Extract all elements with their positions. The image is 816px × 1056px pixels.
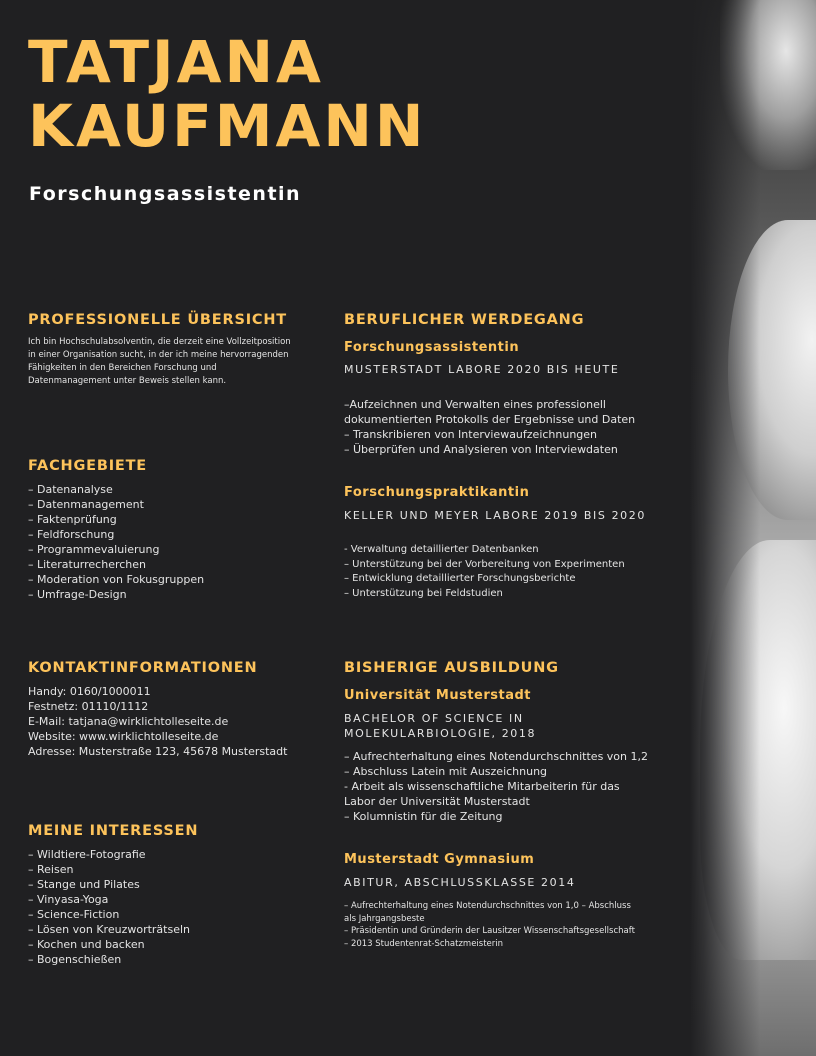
interest-item: – Stange und Pilates xyxy=(28,878,140,891)
overview-line: Datenmanagement unter Beweis stellen kann. xyxy=(28,376,227,386)
job1-details xyxy=(344,397,684,457)
interests-title: MEINE INTERESSEN xyxy=(28,823,199,839)
school1-line: - Arbeit als wissenschaftliche Mitarbeiterin für das xyxy=(344,780,620,793)
job-role: Forschungsassistentin xyxy=(29,183,302,205)
skill-item: – Moderation von Fokusgruppen xyxy=(28,573,205,586)
skill-item: – Datenmanagement xyxy=(28,498,144,511)
education-title: BISHERIGE AUSBILDUNG xyxy=(344,660,559,676)
overview-line: in einer Organisation sucht, in der ich meine hervorragenden xyxy=(28,350,289,360)
job1-title: Forschungsassistentin xyxy=(344,340,520,355)
contact-email: E-Mail: tatjana@wirklichtolleseite.de xyxy=(28,715,229,728)
candidate-name xyxy=(28,30,426,158)
overview-line: Ich bin Hochschulabsolventin, die derzeit eine Vollzeitposition xyxy=(28,337,291,347)
job2-title: Forschungspraktikantin xyxy=(344,485,530,500)
school2-details xyxy=(344,900,684,950)
portrait-shadow xyxy=(690,0,760,1056)
interest-item: – Wildtiere-Fotografie xyxy=(28,848,146,861)
school1-details xyxy=(344,749,684,824)
job2-org: KELLER UND MEYER LABORE 2019 BIS 2020 xyxy=(344,509,646,522)
contact-list xyxy=(28,684,328,759)
skill-item: – Datenanalyse xyxy=(28,483,113,496)
interest-item: – Kochen und backen xyxy=(28,938,145,951)
overview-text xyxy=(28,336,328,388)
interest-item: – Lösen von Kreuzworträtseln xyxy=(28,923,191,936)
contact-landline: Festnetz: 01110/1112 xyxy=(28,700,149,713)
job1-line: – Überprüfen und Analysieren von Interviewdaten xyxy=(344,443,618,456)
contact-website: Website: www.wirklichtolleseite.de xyxy=(28,730,219,743)
school1-line: – Abschluss Latein mit Auszeichnung xyxy=(344,765,548,778)
skills-title: FACHGEBIETE xyxy=(28,458,147,474)
job2-line: – Unterstützung bei der Vorbereitung von Experimenten xyxy=(344,558,625,570)
skill-item: – Programmevaluierung xyxy=(28,543,160,556)
skill-item: – Faktenprüfung xyxy=(28,513,117,526)
interest-item: – Reisen xyxy=(28,863,74,876)
skill-item: – Feldforschung xyxy=(28,528,115,541)
job2-line: – Unterstützung bei Feldstudien xyxy=(344,587,503,599)
portrait-photo xyxy=(690,0,816,1056)
skill-item: – Literaturrecherchen xyxy=(28,558,147,571)
skills-section xyxy=(28,458,328,602)
school2-line: als Jahrgangsbeste xyxy=(344,913,425,924)
job2-line: - Verwaltung detaillierter Datenbanken xyxy=(344,544,539,555)
interests-list xyxy=(28,847,328,967)
job1-line: – Transkribieren von Interviewaufzeichnungen xyxy=(344,428,598,441)
school2-line: – Präsidentin und Gründerin der Lausitzer Wissenschaftsgesellschaft xyxy=(344,926,635,936)
overview-line: Fähigkeiten in den Bereichen Forschung und xyxy=(28,363,217,373)
contact-title: KONTAKTINFORMATIONEN xyxy=(28,660,258,676)
job1-org: MUSTERSTADT LABORE 2020 BIS HEUTE xyxy=(344,363,620,376)
career-title: BERUFLICHER WERDEGANG xyxy=(344,312,585,328)
school2-title: Musterstadt Gymnasium xyxy=(344,852,535,867)
school1-degree xyxy=(344,711,684,741)
interest-item: – Vinyasa-Yoga xyxy=(28,893,109,906)
skill-item: – Umfrage-Design xyxy=(28,588,127,601)
interests-section xyxy=(28,823,328,967)
interest-item: – Science-Fiction xyxy=(28,908,120,921)
name-line-1: TATJANA xyxy=(28,28,324,96)
job1-line: dokumentierten Protokolls der Ergebnisse und Daten xyxy=(344,413,636,426)
skills-list xyxy=(28,482,328,602)
school1-degree-line: BACHELOR OF SCIENCE IN xyxy=(344,712,524,725)
contact-address: Adresse: Musterstraße 123, 45678 Musterstadt xyxy=(28,745,288,758)
contact-phone: Handy: 0160/1000011 xyxy=(28,685,151,698)
overview-section xyxy=(28,312,328,388)
name-line-2: KAUFMANN xyxy=(28,92,427,160)
career-section xyxy=(344,312,684,601)
job1-line: –Aufzeichnen und Verwalten eines professionell xyxy=(344,398,606,411)
school1-line: – Aufrechterhaltung eines Notendurchschnittes von 1,2 xyxy=(344,750,649,763)
school1-line: – Kolumnistin für die Zeitung xyxy=(344,810,503,823)
job2-line: – Entwicklung detaillierter Forschungsberichte xyxy=(344,573,576,584)
school2-line: – Aufrechterhaltung eines Notendurchschnittes von 1,0 – Abschluss xyxy=(344,901,631,911)
school1-title: Universität Musterstadt xyxy=(344,688,532,703)
education-section xyxy=(344,660,684,950)
school2-line: – 2013 Studentenrat-Schatzmeisterin xyxy=(344,938,504,949)
overview-title: PROFESSIONELLE ÜBERSICHT xyxy=(28,312,287,328)
contact-section xyxy=(28,660,328,759)
school1-line: Labor der Universität Musterstadt xyxy=(344,795,530,808)
interest-item: – Bogenschießen xyxy=(28,953,122,966)
school2-degree: ABITUR, ABSCHLUSSKLASSE 2014 xyxy=(344,876,576,889)
job2-details xyxy=(344,543,684,601)
school1-degree-line: MOLEKULARBIOLOGIE, 2018 xyxy=(344,727,537,740)
